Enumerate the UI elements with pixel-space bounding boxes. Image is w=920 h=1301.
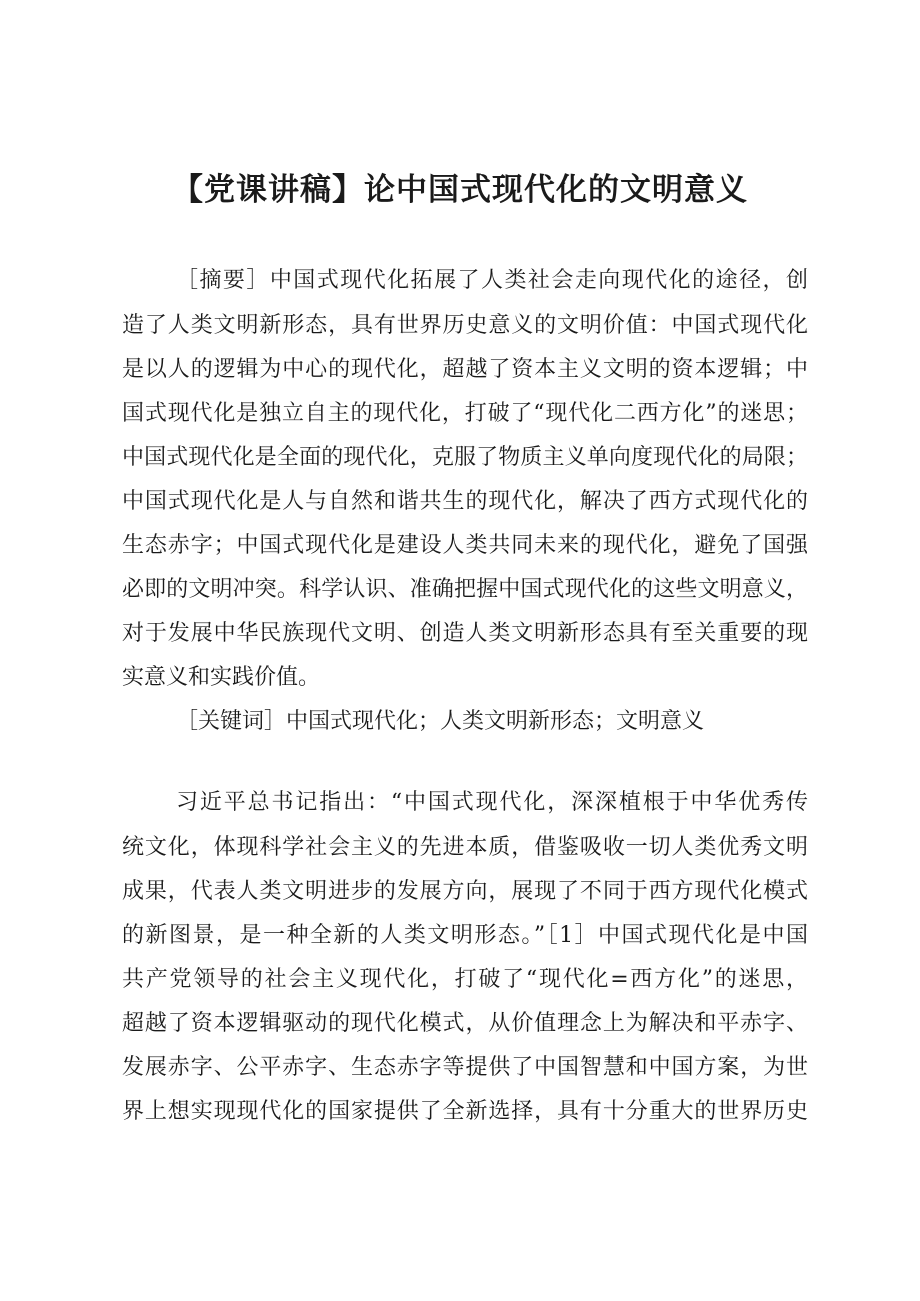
- body-line: 界上想实现现代化的国家提供了全新选择，具有十分重大的世界历史: [122, 1099, 808, 1124]
- abstract-line: 对于发展中华民族现代文明、创造人类文明新形态具有至关重要的现: [122, 621, 808, 646]
- abstract-line: 是以人的逻辑为中心的现代化，超越了资本主义文明的资本逻辑；中: [122, 357, 808, 382]
- document-title: 【党课讲稿】论中国式现代化的文明意义: [172, 172, 748, 208]
- abstract-line: 中国式现代化是全面的现代化，克服了物质主义单向度现代化的局限；: [122, 445, 808, 470]
- abstract-line: 必即的文明冲突。科学认识、准确把握中国式现代化的这些文明意义，: [122, 577, 808, 602]
- body-line: 的新图景，是一种全新的人类文明形态。”［1］中国式现代化是中国: [122, 923, 808, 948]
- keywords-line: ［关键词］中国式现代化；人类文明新形态；文明意义: [176, 709, 705, 734]
- body-line: 习近平总书记指出：“中国式现代化，深深植根于中华优秀传: [176, 790, 808, 815]
- abstract-line: 造了人类文明新形态，具有世界历史意义的文明价值：中国式现代化: [122, 313, 808, 338]
- abstract-line: 实意义和实践价值。: [122, 665, 321, 690]
- body-line: 超越了资本逻辑驱动的现代化模式，从价值理念上为解决和平赤字、: [122, 1011, 808, 1036]
- body-line: 统文化，体现科学社会主义的先进本质，借鉴吸收一切人类优秀文明: [122, 835, 808, 860]
- abstract-line: ［摘要］中国式现代化拓展了人类社会走向现代化的途径，创: [176, 268, 808, 293]
- body-line: 共产党领导的社会主义现代化，打破了“现代化=西方化”的迷思，: [122, 967, 808, 992]
- abstract-line: 生态赤字；中国式现代化是建设人类共同未来的现代化，避免了国强: [122, 533, 808, 558]
- abstract-line: 国式现代化是独立自主的现代化，打破了“现代化二西方化”的迷思；: [122, 401, 808, 426]
- body-line: 成果，代表人类文明进步的发展方向，展现了不同于西方现代化模式: [122, 879, 808, 904]
- body-line: 发展赤字、公平赤字、生态赤字等提供了中国智慧和中国方案，为世: [122, 1055, 808, 1080]
- abstract-line: 中国式现代化是人与自然和谐共生的现代化，解决了西方式现代化的: [122, 489, 808, 514]
